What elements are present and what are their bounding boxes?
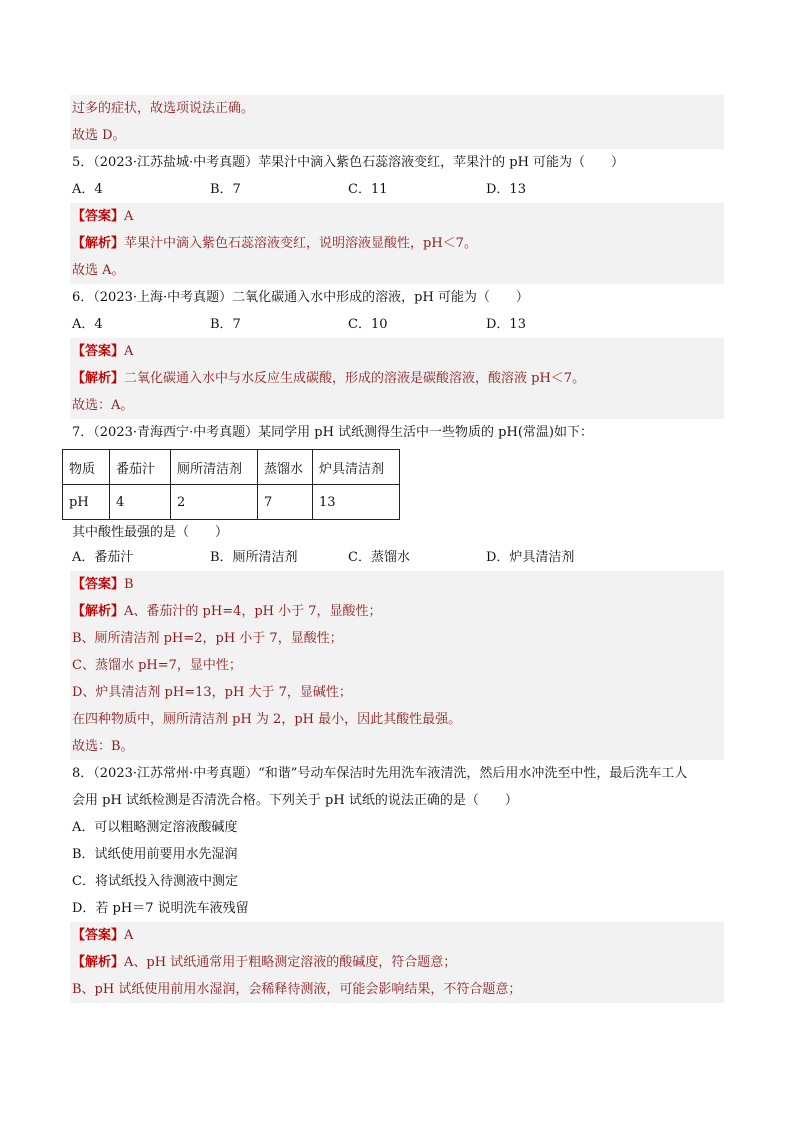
answer-value: A	[124, 928, 134, 943]
q6-analysis	[70, 365, 724, 392]
table-cell: pH	[63, 485, 110, 520]
document-page	[70, 95, 724, 1003]
q6-option-a: A．4	[72, 317, 103, 332]
answer-tag: 【答案】	[72, 209, 125, 224]
table-row	[63, 450, 400, 485]
q7-stem: 7．（2023·青海西宁·中考真题）某同学用 pH 试纸测得生活中一些物质的 pH(常温)如下：	[72, 425, 593, 440]
q8-stem-1: 8．（2023·江苏常州·中考真题）“和谐”号动车保洁时先用洗车液清洗，然后用水冲洗至中性，最后洗车工人	[72, 766, 688, 781]
table-header-cell: 番茄汁	[110, 450, 171, 485]
answer-tag: 【答案】	[72, 928, 125, 943]
q6-option-c: C．10	[348, 317, 388, 332]
analysis-text: A、pH 试纸通常用于粗略测定溶液的酸碱度，符合题意；	[124, 955, 457, 970]
q8-option-b: B．试纸使用前要用水先湿润	[72, 847, 238, 862]
q6-option-d: D．13	[486, 317, 526, 332]
choose-line: 故选 D。	[70, 122, 724, 149]
q7-option-c: C．蒸馏水	[348, 550, 410, 565]
table-header-cell: 炉具清洁剂	[313, 450, 400, 485]
analysis-tag: 【解析】	[72, 236, 125, 251]
q5-option-c: C．11	[348, 182, 388, 197]
analysis-tag: 【解析】	[72, 371, 125, 386]
q5-analysis	[70, 230, 724, 257]
q7-analysis	[70, 598, 724, 625]
q5-choose: 故选 A。	[70, 257, 724, 284]
q5-option-b: B．7	[210, 182, 241, 197]
answer-tag: 【答案】	[72, 577, 125, 592]
q7-analysis-summary: 在四种物质中，厕所清洁剂 pH 为 2，pH 最小，因此其酸性最强。	[70, 706, 724, 733]
answer-value: B	[124, 577, 134, 592]
answer-tag: 【答案】	[72, 344, 125, 359]
q5-options	[70, 176, 724, 203]
answer-value: A	[124, 344, 134, 359]
q5-option-a: A．4	[72, 182, 103, 197]
q6-option-b: B．7	[210, 317, 241, 332]
q6-answer	[70, 338, 724, 365]
q8-option-a: A．可以粗略测定溶液酸碱度	[72, 820, 238, 835]
q7-analysis-c: C、蒸馏水 pH=7，显中性；	[70, 652, 724, 679]
q7-option-a: A．番茄汁	[72, 550, 134, 565]
table-cell: 7	[258, 485, 313, 520]
analysis-continuation: 过多的症状，故选项说法正确。	[70, 95, 724, 122]
q8-analysis	[70, 949, 724, 976]
q7-analysis-b: B、厕所清洁剂 pH=2，pH 小于 7，显酸性；	[70, 625, 724, 652]
table-row	[63, 485, 400, 520]
q7-ph-table	[62, 449, 400, 520]
q5-answer	[70, 203, 724, 230]
analysis-text: 苹果汁中滴入紫色石蕊溶液变红，说明溶液显酸性，pH＜7。	[124, 236, 477, 251]
q8-answer	[70, 922, 724, 949]
q7-options	[70, 544, 724, 571]
q8-option-c: C．将试纸投入待测液中测定	[72, 874, 238, 889]
q7-option-d: D．炉具清洁剂	[486, 550, 575, 565]
q7-option-b: B．厕所清洁剂	[210, 550, 298, 565]
q5-option-d: D．13	[486, 182, 526, 197]
q7-choose: 故选：B。	[70, 733, 724, 760]
q7-answer	[70, 571, 724, 598]
answer-value: A	[124, 209, 134, 224]
q6-options	[70, 311, 724, 338]
table-cell: 13	[313, 485, 400, 520]
q6-stem: 6．（2023·上海·中考真题）二氧化碳通入水中形成的溶液，pH 可能为（ ）	[72, 290, 529, 305]
table-header-cell: 物质	[63, 450, 110, 485]
q8-analysis-b: B、pH 试纸使用前用水湿润，会稀释待测液，可能会影响结果，不符合题意；	[70, 976, 724, 1003]
analysis-tag: 【解析】	[72, 604, 125, 619]
analysis-tag: 【解析】	[72, 955, 125, 970]
q8-option-d: D．若 pH＝7 说明洗车液残留	[72, 901, 249, 916]
q6-choose: 故选：A。	[70, 392, 724, 419]
q8-stem-2: 会用 pH 试纸检测是否清洗合格。下列关于 pH 试纸的说法正确的是（ ）	[72, 793, 518, 808]
q7-ask: 其中酸性最强的是（ ）	[72, 525, 229, 540]
table-header-cell: 厕所清洁剂	[171, 450, 258, 485]
analysis-text: 二氧化碳通入水中与水反应生成碳酸，形成的溶液是碳酸溶液，酸溶液 pH＜7。	[124, 371, 586, 386]
analysis-text: A、番茄汁的 pH=4，pH 小于 7，显酸性；	[124, 604, 382, 619]
q7-analysis-d: D、炉具清洁剂 pH=13，pH 大于 7，显碱性；	[70, 679, 724, 706]
table-header-cell: 蒸馏水	[258, 450, 313, 485]
table-cell: 4	[110, 485, 171, 520]
table-cell: 2	[171, 485, 258, 520]
q5-stem: 5．（2023·江苏盐城·中考真题）苹果汁中滴入紫色石蕊溶液变红，苹果汁的 pH 可能为（ ）	[72, 155, 625, 170]
